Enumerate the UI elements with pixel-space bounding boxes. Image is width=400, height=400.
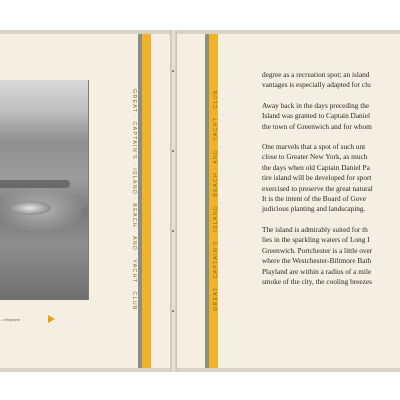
- body-text: [262, 70, 400, 297]
- right-vertical-title: GREAT · CAPTAIN'S · ISLAND · BEACH · AND · YACHT · CLUB: [213, 89, 219, 311]
- paragraph: One marvels that a spot of such unt close to Greater New York, as much the days when old Captain Daniel Pa tire island will be developed for sport exercised to preserve the great natural It is the intent of the Board of Gove judicious planting and landscaping.: [262, 142, 373, 214]
- paragraph: Away back in the days preceding the Island was granted to Captain Daniel the town of Greenwich and for whom: [262, 100, 372, 131]
- left-club-stripe: [138, 34, 151, 368]
- paragraph: degree as a recreation spot; an island vantages is especially adapted for clu: [262, 70, 371, 90]
- triangle-right-icon: [48, 315, 55, 323]
- binding-stitch: [172, 150, 174, 152]
- open-booklet: [0, 30, 400, 372]
- binding-stitch: [172, 230, 174, 232]
- left-vertical-title: GREAT · CAPTAIN'S · ISLAND · BEACH · AND · YACHT · CLUB: [131, 89, 137, 311]
- photo-shoreline: [0, 180, 70, 188]
- binding-stitch: [172, 70, 174, 72]
- booklet-gutter: [170, 30, 177, 372]
- paragraph: The island is admirably suited for th lies in the sparkling waters of Long I Greenwich. Portchester is a little over where the Westchester-Biltmore Bath Playland are within a radius of a mile smoke of the city, the cooling breezes: [262, 224, 373, 286]
- photo-caption: ...velopment: [0, 317, 20, 322]
- aerial-island-photo: [0, 80, 89, 300]
- binding-stitch: [172, 310, 174, 312]
